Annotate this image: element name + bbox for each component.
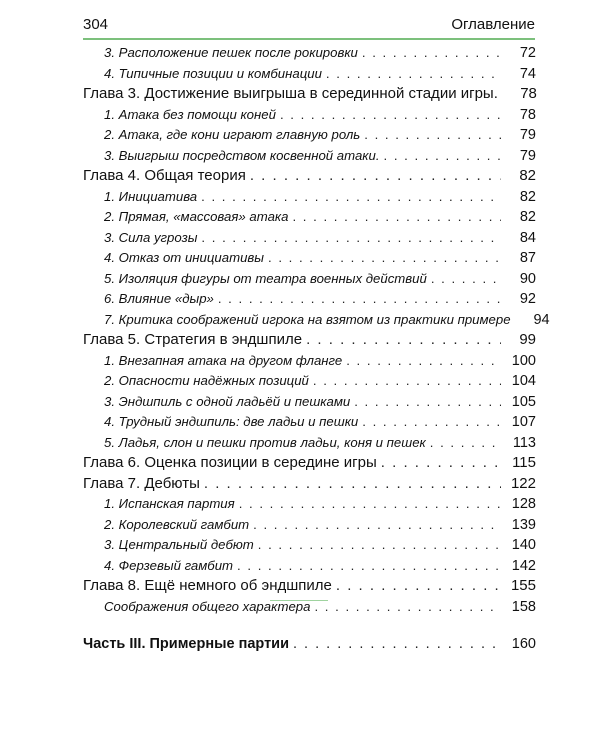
table-of-contents <box>83 43 550 655</box>
dot-leader <box>430 433 501 454</box>
toc-entry-sub <box>83 535 536 556</box>
toc-entry-page: 113 <box>512 434 536 451</box>
toc-entry-sub <box>83 371 536 392</box>
toc-entry-sub <box>83 125 536 146</box>
toc-entry-sub <box>83 146 536 167</box>
toc-entry-page: 94 <box>533 311 550 328</box>
toc-entry-title: 1. Атака без помощи коней <box>104 106 276 122</box>
toc-entry-sub <box>83 269 536 290</box>
toc-entry-page: 84 <box>519 229 536 246</box>
dot-leader <box>204 474 501 495</box>
toc-entry-title: Глава 7. Дебюты <box>83 474 200 492</box>
toc-entry-sub <box>83 556 536 577</box>
toc-entry-sub <box>83 310 550 331</box>
dot-leader <box>431 269 501 290</box>
toc-entry-title: 2. Прямая, «массовая» атака <box>104 209 289 224</box>
toc-entry-page: 100 <box>511 352 536 369</box>
toc-entry-page: 104 <box>511 373 536 389</box>
toc-entry-chapter <box>83 576 536 597</box>
toc-entry-sub <box>83 43 536 64</box>
header-rule <box>83 38 535 40</box>
toc-entry-title: Глава 6. Оценка позиции в середине игры <box>83 454 377 471</box>
toc-entry-title: 3. Расположение пешек после рокировки <box>104 45 358 60</box>
toc-entry-chapter <box>83 84 536 105</box>
toc-entry-title: Глава 8. Ещё немного об эндшпиле <box>83 577 332 594</box>
dot-leader <box>250 166 501 187</box>
toc-entry-sub <box>83 351 536 372</box>
toc-entry-title: 5. Изоляция фигуры от театра военных действий <box>104 270 427 286</box>
toc-entry-page: 142 <box>511 557 536 574</box>
running-header <box>83 16 535 36</box>
toc-entry-page: 105 <box>511 393 536 410</box>
dot-leader <box>268 248 501 269</box>
toc-entry-sub <box>83 433 536 454</box>
dot-leader <box>354 392 501 413</box>
toc-entry-page: 140 <box>511 537 536 553</box>
dot-leader <box>306 330 501 351</box>
dot-leader <box>326 64 501 85</box>
dot-leader <box>313 371 501 392</box>
dot-leader <box>280 105 501 126</box>
toc-entry-title: 1. Внезапная атака на другом фланге <box>104 352 343 368</box>
dot-leader <box>364 125 501 146</box>
dot-leader <box>336 576 501 597</box>
dot-leader <box>362 412 501 433</box>
toc-entry-sub <box>83 515 536 536</box>
toc-entry-title: Соображения общего характера <box>104 598 311 614</box>
dot-leader <box>218 289 501 310</box>
toc-entry-sub <box>83 207 536 228</box>
toc-entry-title: Глава 3. Достижение выигрыша в серединной стадии игры. <box>83 85 498 102</box>
toc-entry-title: 2. Атака, где кони играют главную роль <box>104 127 361 142</box>
toc-entry-page: 72 <box>519 45 536 61</box>
toc-entry-chapter <box>83 474 536 495</box>
dot-leader <box>201 187 501 208</box>
toc-entry-chapter <box>83 166 536 187</box>
dot-leader <box>201 228 501 249</box>
toc-entry-page: 115 <box>512 454 536 471</box>
toc-entry-page: 99 <box>519 331 536 348</box>
toc-entry-title: 3. Сила угрозы <box>104 229 198 245</box>
toc-entry-page: 92 <box>519 291 536 307</box>
toc-entry-sub <box>83 105 536 126</box>
toc-entry-title: 5. Ладья, слон и пешки против ладьи, коня и пешек <box>104 434 426 450</box>
toc-entry-page: 90 <box>519 270 536 287</box>
dot-leader <box>239 494 501 515</box>
dot-leader <box>362 43 501 64</box>
toc-entry-page: 78 <box>519 106 536 123</box>
toc-entry-page: 82 <box>519 167 536 184</box>
toc-entry-title: 2. Опасности надёжных позиций <box>104 373 309 388</box>
dot-leader <box>237 556 501 577</box>
dot-leader <box>293 634 501 655</box>
toc-entry-sub <box>83 412 536 433</box>
toc-entry-page: 79 <box>519 127 536 143</box>
toc-entry-page: 74 <box>519 65 536 82</box>
toc-entry-page: 139 <box>511 516 536 533</box>
dot-leader <box>314 597 501 618</box>
toc-entry-page: 78 <box>520 85 537 102</box>
toc-entry-chapter <box>83 330 536 351</box>
toc-entry-title: 4. Типичные позиции и комбинации <box>104 65 322 81</box>
toc-entry-title: 3. Центральный дебют <box>104 537 254 552</box>
toc-entry-page: 158 <box>511 598 536 615</box>
toc-entry-title: 4. Отказ от инициативы <box>104 250 264 265</box>
toc-entry-sub <box>83 228 536 249</box>
toc-entry-sub <box>83 289 536 310</box>
toc-entry-page: 122 <box>510 474 536 492</box>
toc-entry-title: 4. Ферзевый гамбит <box>104 557 234 573</box>
section-title: Оглавление <box>451 16 535 33</box>
toc-entry-page: 107 <box>511 414 536 430</box>
toc-entry-page: 82 <box>519 209 536 225</box>
toc-entry-sub <box>83 64 536 85</box>
page-number: 304 <box>83 16 109 33</box>
dot-leader <box>384 146 501 167</box>
toc-entry-title: 2. Королевский гамбит <box>104 516 250 532</box>
dot-leader <box>346 351 501 372</box>
dot-leader <box>292 207 501 228</box>
toc-entry-title: Глава 5. Стратегия в эндшпиле <box>83 331 303 348</box>
dot-leader <box>258 535 501 556</box>
dot-leader <box>381 453 501 474</box>
toc-entry-part <box>83 634 536 655</box>
toc-entry-chapter <box>83 453 536 474</box>
toc-entry-title: 6. Влияние «дыр» <box>104 291 214 306</box>
toc-entry-title: Глава 4. Общая теория <box>83 167 246 184</box>
toc-entry-title: 3. Эндшпиль с одной ладьёй и пешками <box>104 393 351 409</box>
toc-entry-title: 1. Испанская партия <box>104 496 235 511</box>
dot-leader <box>253 515 501 536</box>
toc-entry-title: 3. Выигрыш посредством косвенной атаки. <box>104 147 380 163</box>
toc-entry-page: 128 <box>511 496 536 512</box>
toc-entry-sub <box>83 187 536 208</box>
toc-entry-sub <box>83 392 536 413</box>
toc-entry-title: 7. Критика соображений игрока на взятом из практики примере <box>104 311 511 327</box>
toc-entry-sub <box>83 248 536 269</box>
toc-entry-title: 1. Инициатива <box>104 188 198 204</box>
toc-entry-page: 155 <box>510 577 536 594</box>
toc-entry-page: 79 <box>519 147 536 164</box>
toc-entry-page: 160 <box>511 636 536 652</box>
toc-entry-page: 82 <box>519 188 536 205</box>
toc-entry-title: Часть III. Примерные партии <box>83 636 289 652</box>
toc-entry-title: 4. Трудный эндшпиль: две ладьи и пешки <box>104 414 359 429</box>
toc-entry-sub <box>83 494 536 515</box>
toc-entry-page: 87 <box>519 250 536 266</box>
footer-ornament <box>270 600 328 601</box>
